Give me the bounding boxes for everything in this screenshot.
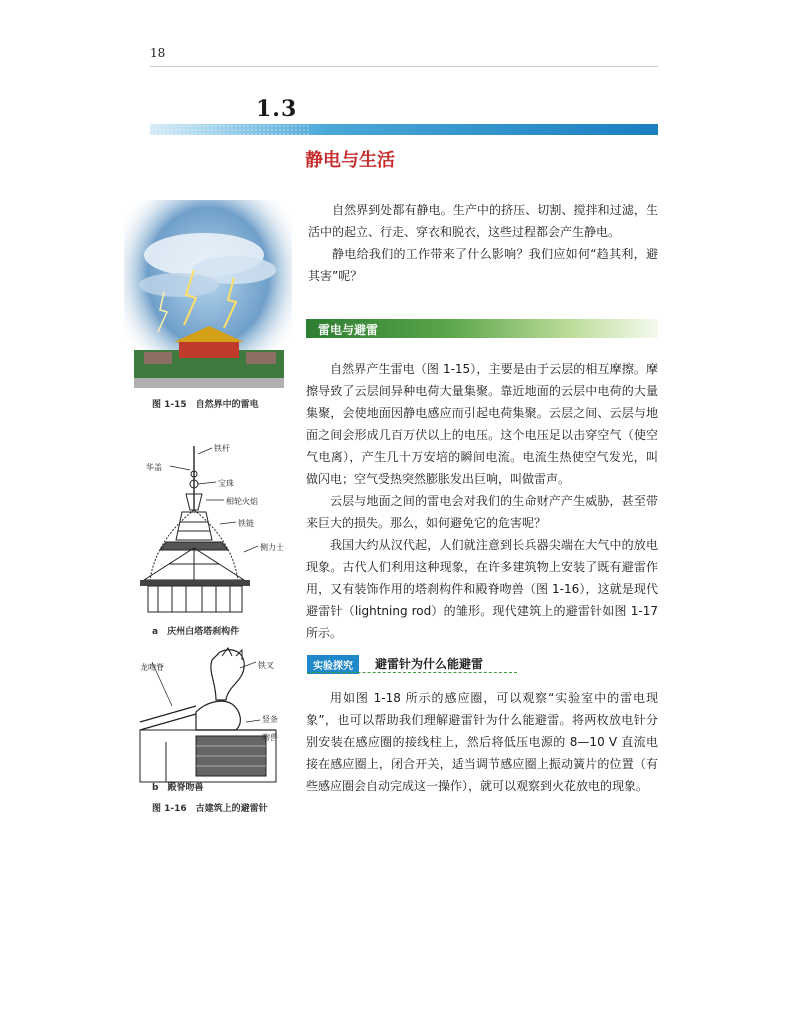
figure-a-caption: a 庆州白塔塔刹构件 bbox=[152, 627, 240, 637]
lightning-paragraph-1: 自然界产生雷电（图 1-15），主要是由于云层的相互摩擦。摩擦导致了云层间异种电荷大量集聚。靠近地面的云层中电荷的大量集聚，会使地面因静电感应而引起电荷集聚。云层之间、云层与地面之间会形成几百万伏以上的电压。这个电压足以击穿空气（使空气电离），产生几十万安培的瞬间电流。电流生热使空气发光，叫做闪电；空气受热突然膨胀发出巨响，叫做雷声。 bbox=[306, 362, 658, 486]
lightning-paragraph-3: 我国大约从汉代起，人们就注意到长兵器尖端在大气中的放电现象。古代人们利用这种现象，在许多建筑物上安装了既有避雷作用，又有装饰作用的塔刹构件和殿脊吻兽（图 1-16），这就是现代避雷针（lightning rod）的雏形。现代建筑上的避雷针如图 1-17 所示。 bbox=[306, 538, 658, 640]
section-title: 静电与生活 bbox=[305, 150, 395, 171]
section-header-bar-pattern bbox=[150, 124, 310, 135]
label-shutiao: 竖条 bbox=[262, 715, 278, 724]
figure-1-16-caption: 图 1-16 古建筑上的避雷针 bbox=[152, 804, 268, 814]
lightning-section-heading: 雷电与避雷 bbox=[318, 323, 379, 337]
label-tiegan: 铁杆 bbox=[214, 444, 230, 453]
label-chaxi: 铁叉 bbox=[258, 661, 274, 670]
experiment-paragraph: 用如图 1-18 所示的感应圈，可以观察“实验室中的雷电现象”，也可以帮助我们理解避雷针为什么能避雷。将两枚放电针分别安装在感应圈的接线柱上，然后将低压电源的 8—10 V 直流电接在感应圈上，闭合开关，适当调节感应圈上振动簧片的位置（有些感应圈会自动完成这一操作），就可以观察到火花放电的现象。 bbox=[306, 691, 658, 793]
header-rule bbox=[150, 66, 658, 67]
label-huagai: 华盖 bbox=[146, 463, 162, 472]
intro-paragraph-2: 静电给我们的工作带来了什么影响？我们应如何“趋其利，避其害”呢？ bbox=[308, 247, 658, 283]
lightning-section-banner bbox=[306, 319, 658, 338]
label-xianglun: 相轮火焰 bbox=[226, 497, 258, 506]
section-number: 1.3 bbox=[256, 96, 298, 122]
experiment-title: 避雷针为什么能避雷 bbox=[375, 657, 484, 671]
page-number: 18 bbox=[150, 46, 166, 60]
label-tielian: 铁链 bbox=[238, 519, 254, 528]
experiment-underline bbox=[307, 672, 517, 673]
label-longwenji: 龙吻脊 bbox=[140, 663, 164, 672]
intro-paragraph-1: 自然界到处都有静电。生产中的挤压、切割、搅拌和过滤，生活中的起立、行走、穿衣和脱衣，这些过程都会产生静电。 bbox=[308, 203, 658, 239]
lightning-illustration bbox=[124, 200, 292, 390]
label-wenshou: 吻兽 bbox=[262, 733, 278, 742]
figure-b-caption: b 殿脊吻兽 bbox=[152, 783, 204, 793]
figure-1-15-caption: 图 1-15 自然界中的雷电 bbox=[152, 400, 259, 410]
lightning-paragraph-2: 云层与地面之间的雷电会对我们的生命财产产生威胁，甚至带来巨大的损失。那么，如何避免它的危害呢？ bbox=[306, 494, 658, 530]
experiment-badge: 实验探究 bbox=[307, 655, 359, 674]
label-baozhu: 宝珠 bbox=[218, 479, 234, 488]
experiment-heading bbox=[307, 653, 607, 673]
label-cejia: 侧力士 bbox=[260, 543, 284, 552]
